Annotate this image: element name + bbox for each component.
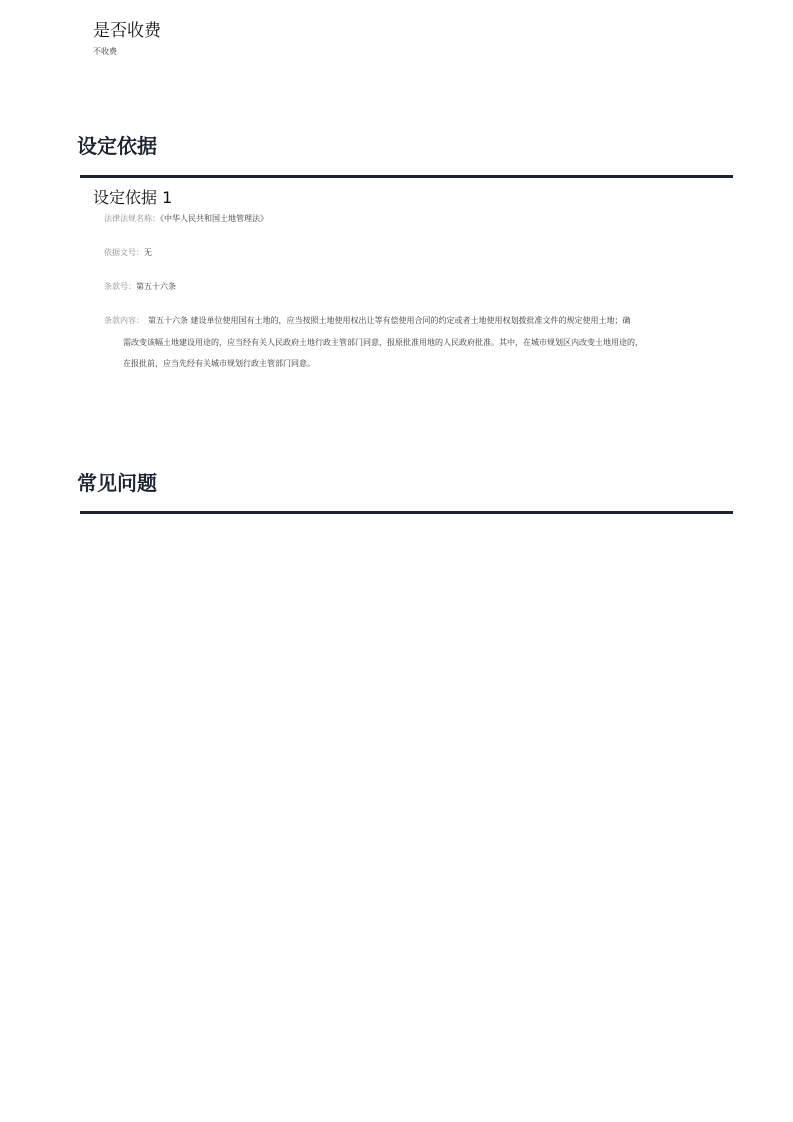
section-title-basis: 设定依据: [77, 134, 157, 158]
article-number-label: 条款号：: [104, 282, 136, 291]
section-title-faq: 常见问题: [77, 471, 157, 495]
law-name-label: 法律法规名称：: [104, 214, 160, 223]
law-name-field: [104, 213, 268, 224]
fee-title: 是否收费: [93, 21, 161, 41]
article-content-line: 在报批前，应当先经有关城市规划行政主管部门同意。: [123, 359, 315, 368]
law-name-value: 《中华人民共和国土地管理法》: [160, 214, 268, 223]
section-divider-faq: [80, 511, 733, 514]
doc-number-label: 依据文号：: [104, 248, 144, 257]
fee-value: 不收费: [93, 47, 117, 56]
section-divider-basis: [80, 175, 733, 178]
article-content-line: 第五十六条 建设单位使用国有土地的，应当按照土地使用权出让等有偿使用合同的约定或者土地使用权划拨批准文件的规定使用土地；确: [148, 316, 631, 325]
basis-item-heading: 设定依据 1: [93, 188, 173, 207]
article-number-value: 第五十六条: [136, 282, 176, 291]
doc-number-value: 无: [144, 248, 152, 257]
article-number-field: [104, 281, 176, 292]
article-content-label: 条款内容：: [104, 316, 144, 325]
article-content-line: 需改变该幅土地建设用途的，应当经有关人民政府土地行政主管部门同意，报原批准用地的人民政府批准。其中，在城市规划区内改变土地用途的，: [123, 338, 643, 347]
doc-number-field: [104, 247, 152, 258]
